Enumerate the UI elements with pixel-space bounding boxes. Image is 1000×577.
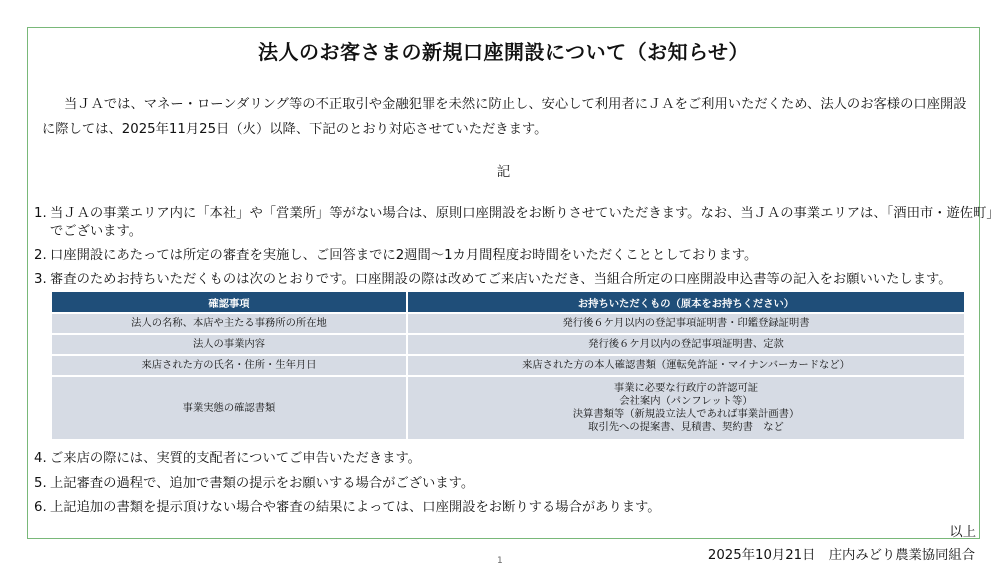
list-item xyxy=(34,475,474,493)
item-continuation: でございます。 xyxy=(50,224,143,239)
page-number: 1 xyxy=(497,556,503,566)
table-header-row xyxy=(52,292,965,313)
document-line: 取引先への提案書、見積書、契約書 など xyxy=(588,421,784,433)
item-text: 上記審査の過程で、追加で書類の提示をお願いする場合がございます。 xyxy=(50,476,475,491)
table-row xyxy=(52,334,965,355)
table-cell: 事業実態の確認書類 xyxy=(52,376,407,439)
item-number: 4. xyxy=(34,451,47,466)
table-cell: 発行後６ケ月以内の登記事項証明書、定款 xyxy=(407,334,965,355)
item-number: 6. xyxy=(34,500,47,515)
table-cell: 法人の事業内容 xyxy=(52,334,407,355)
intro-paragraph xyxy=(42,92,970,142)
table-cell: 法人の名称、本店や主たる事務所の所在地 xyxy=(52,313,407,334)
list-item xyxy=(34,205,1000,223)
item-number: 1. xyxy=(34,206,47,221)
requirements-table xyxy=(52,292,966,439)
item-text: ご来店の際には、実質的支配者についてご申告いただきます。 xyxy=(50,451,421,466)
table-row xyxy=(52,313,965,334)
intro-line-2: に際しては、2025年11月25日（火）以降、下記のとおり対応させていただきます。 xyxy=(42,122,548,137)
column-header: お持ちいただくもの（原本をお持ちください） xyxy=(407,292,965,313)
item-text: 口座開設にあたっては所定の審査を実施し、ご回答までに2週間～1カ月間程度お時間をいただくこととしております。 xyxy=(50,248,758,263)
table-cell: 来店された方の本人確認書類（運転免許証・マイナンバーカードなど） xyxy=(407,355,965,376)
table-row xyxy=(52,376,965,439)
item-number: 3. xyxy=(34,272,47,287)
item-text: 当ＪＡの事業エリア内に「本社」や「営業所」等がない場合は、原則口座開設をお断りさせていただきます。なお、当ＪＡの事業エリアは、「酒田市・遊佐町」 xyxy=(50,206,1000,221)
table-cell-multiline xyxy=(407,376,965,439)
column-header: 確認事項 xyxy=(52,292,407,313)
item-text: 上記追加の書類を提示頂けない場合や審査の結果によっては、口座開設をお断りする場合があります。 xyxy=(50,500,661,515)
list-item xyxy=(34,271,952,289)
item-number: 2. xyxy=(34,248,47,263)
document-line: 決算書類等（新規設立法人であれば事業計画書） xyxy=(572,408,800,420)
ki-heading: 記 xyxy=(496,164,511,180)
list-item xyxy=(34,247,757,265)
intro-line-1: 当ＪＡでは、マネー・ローンダリング等の不正取引や金融犯罪を未然に防止し、安心して利用者にＪＡをご利用いただくため、法人のお客様の口座開設 xyxy=(64,97,967,112)
item-number: 5. xyxy=(34,476,47,491)
list-item xyxy=(34,499,661,517)
list-item xyxy=(34,450,421,468)
page-title: 法人のお客さまの新規口座開設について（お知らせ） xyxy=(258,40,749,64)
closing-mark: 以上 xyxy=(949,525,976,540)
document-line: 会社案内（パンフレット等） xyxy=(619,395,753,407)
table-row xyxy=(52,355,965,376)
document-line: 事業に必要な行政庁の許認可証 xyxy=(613,382,759,394)
table-cell: 発行後６ケ月以内の登記事項証明書・印鑑登録証明書 xyxy=(407,313,965,334)
footer-date-issuer: 2025年10月21日 庄内みどり農業協同組合 xyxy=(707,548,975,563)
table-cell: 来店された方の氏名・住所・生年月日 xyxy=(52,355,407,376)
item-text: 審査のためお持ちいただくものは次のとおりです。口座開設の際は改めてご来店いただき、当組合所定の口座開設申込書等の記入をお願いいたします。 xyxy=(50,272,952,287)
